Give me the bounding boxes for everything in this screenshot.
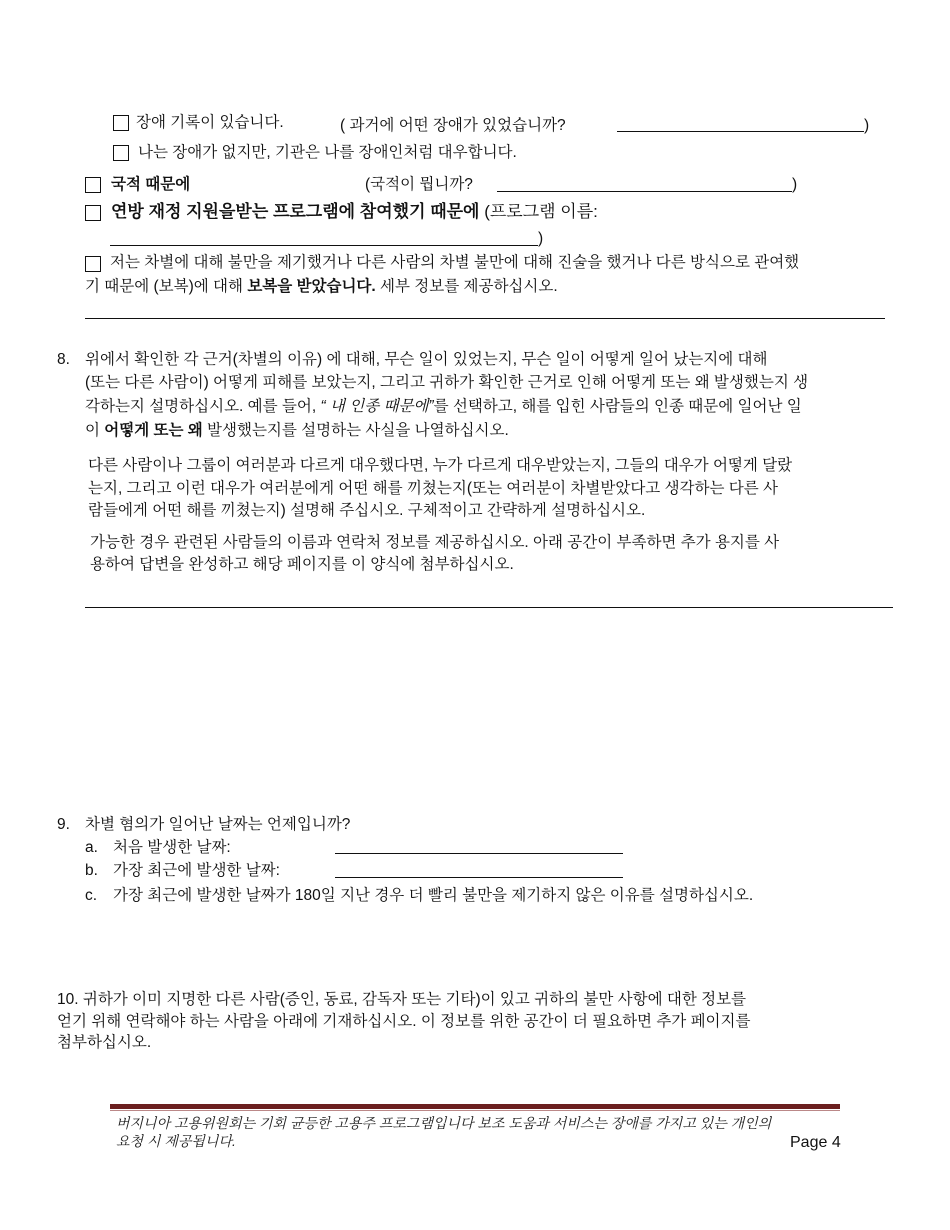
footer-rule-thin	[110, 1110, 840, 1111]
federal-program-question: (프로그램 이름:	[484, 202, 598, 221]
q8-line-2: (또는 다른 사람이) 어떻게 피해를 보았는지, 그리고 귀하가 확인한 근거로 인해 어떻게 또는 왜 발생했는지 생	[85, 374, 809, 391]
q9-question: 차별 혐의가 일어난 날짜는 언제입니까?	[85, 816, 351, 833]
q9a-label: a.	[85, 839, 98, 856]
q8-line-3a: 각하는지 설명하십시오. 예를 들어,	[85, 398, 321, 415]
page-number: Page 4	[790, 1134, 841, 1151]
retaliation-emphasis: 보복을 받았습니다.	[247, 278, 376, 295]
q8-para2-line-1: 다른 사람이나 그룹이 여러분과 다르게 대우했다면, 누가 다르게 대우받았는지, 그들의 대우가 어떻게 달랐	[88, 457, 793, 474]
first-date-field[interactable]	[335, 853, 623, 854]
q8-emphasis: 어떻게 또는 왜	[104, 422, 203, 439]
retaliation-checkbox[interactable]	[85, 256, 101, 272]
disability-record-label: 장애 기록이 있습니다.	[136, 114, 284, 131]
q9-number: 9.	[57, 816, 70, 833]
q8-line-4a: 이	[85, 422, 105, 439]
q8-line-4	[85, 421, 509, 441]
disability-record-field[interactable]	[617, 131, 864, 132]
q9b-text: 가장 최근에 발생한 날짜:	[113, 862, 280, 879]
close-paren: )	[792, 176, 798, 193]
footer-text-2: 요청 시 제공됩니다.	[116, 1133, 236, 1149]
q8-answer-field[interactable]	[85, 607, 893, 608]
retaliation-text-1: 저는 차별에 대해 불만을 제기했거나 다른 사람의 차별 불만에 대해 진술을 했거나 다른 방식으로 관여했	[110, 254, 800, 271]
q8-line-1: 위에서 확인한 각 근거(차별의 이유) 에 대해, 무슨 일이 있었는지, 무슨 일이 어떻게 일어 났는지에 대해	[85, 351, 768, 368]
footer-text-1: 버지니아 고용위원회는 기회 균등한 고용주 프로그램입니다 보조 도움과 서비스는 장애를 가지고 있는 개인의	[116, 1115, 772, 1131]
nationality-question: (국적이 뭡니까?	[365, 176, 473, 193]
retaliation-text-2a: 기 때문에 (보복)에 대해	[85, 278, 248, 295]
q9a-text: 처음 발생한 날짜:	[113, 839, 231, 856]
q8-para2-line-3: 람들에게 어떤 해를 끼쳤는지) 설명해 주십시오. 구체적이고 간략하게 설명하십시오.	[88, 502, 646, 519]
nationality-checkbox[interactable]	[85, 177, 101, 193]
q8-para2-line-2: 는지, 그리고 이런 대우가 여러분에게 어떤 해를 끼쳤는지(또는 여러분이 차별받았다고 생각하는 다른 사	[88, 480, 779, 497]
federal-program-label: 연방 재정 지원을받는 프로그램에 참여했기 때문에	[111, 202, 480, 221]
federal-program-checkbox[interactable]	[85, 205, 101, 221]
retaliation-text-2	[85, 277, 558, 297]
q10-line-2: 얻기 위해 연락해야 하는 사람을 아래에 기재하십시오. 이 정보를 위한 공간이 더 필요하면 추가 페이지를	[57, 1013, 751, 1030]
program-name-field[interactable]	[110, 245, 538, 246]
close-paren: )	[538, 230, 544, 247]
nationality-label: 국적 때문에	[111, 176, 191, 193]
close-paren: )	[864, 117, 870, 134]
federal-program-line	[111, 202, 598, 222]
disability-record-checkbox[interactable]	[113, 115, 129, 131]
q8-line-4c: 발생했는지를 설명하는 사실을 나열하십시오.	[202, 422, 509, 439]
regarded-disabled-label: 나는 장애가 없지만, 기관은 나를 장애인처럼 대우합니다.	[138, 144, 517, 161]
q8-number: 8.	[57, 351, 70, 368]
regarded-disabled-checkbox[interactable]	[113, 145, 129, 161]
q9c-text: 가장 최근에 발생한 날짜가 180일 지난 경우 더 빨리 불만을 제기하지 않은 이유를 설명하십시오.	[113, 887, 754, 904]
q9b-label: b.	[85, 862, 98, 879]
recent-date-field[interactable]	[335, 877, 623, 878]
disability-record-question: ( 과거에 어떤 장애가 있었습니까?	[340, 117, 566, 134]
q8-para3-line-2: 용하여 답변을 완성하고 해당 페이지를 이 양식에 첨부하십시오.	[90, 556, 514, 573]
q10-line-1: 10. 귀하가 이미 지명한 다른 사람(증인, 동료, 감독자 또는 기타)이 있고 귀하의 불만 사항에 대한 정보를	[57, 991, 747, 1008]
retaliation-text-2c: 세부 정보를 제공하십시오.	[375, 278, 558, 295]
q9c-label: c.	[85, 887, 98, 904]
q10-line-3: 첨부하십시오.	[57, 1034, 152, 1051]
footer-rule	[110, 1104, 840, 1109]
retaliation-details-field[interactable]	[85, 318, 885, 319]
q8-para3-line-1: 가능한 경우 관련된 사람들의 이름과 연락처 정보를 제공하십시오. 아래 공간이 부족하면 추가 용지를 사	[90, 534, 780, 551]
q8-example: “ 내 인종 때문에”	[320, 398, 434, 415]
q8-line-3c: 를 선택하고, 해를 입힌 사람들의 인종 때문에 일어난 일	[433, 398, 802, 415]
nationality-field[interactable]	[497, 191, 792, 192]
q8-line-3	[85, 397, 802, 417]
